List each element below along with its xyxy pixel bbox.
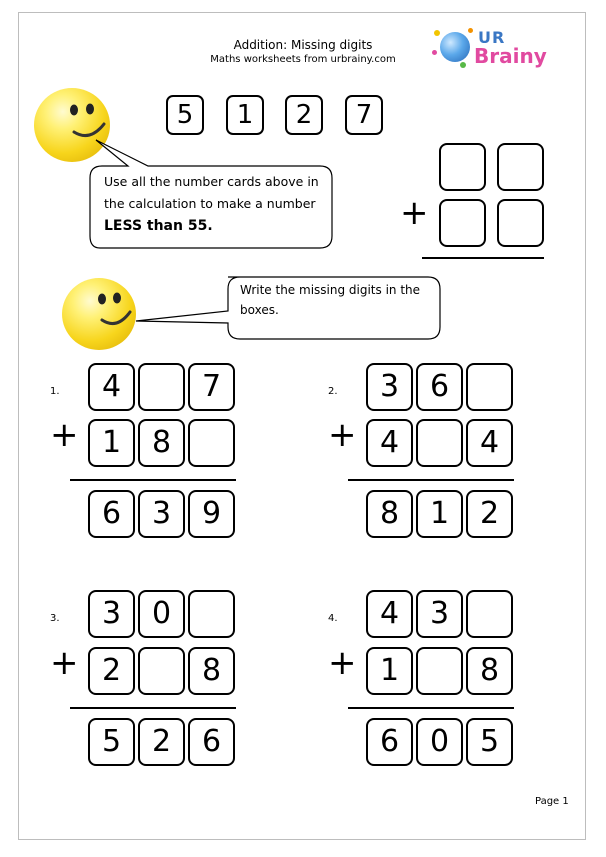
instruction-bubble [134, 275, 442, 341]
digit-box: 2 [88, 647, 135, 695]
plus-sign: + [50, 415, 79, 455]
number-card: 5 [166, 95, 204, 135]
problem-number: 1. [50, 386, 60, 397]
missing-digit-box[interactable] [466, 590, 513, 638]
digit-box: 0 [138, 590, 185, 638]
answer-digit-box: 1 [416, 490, 463, 538]
answer-box[interactable] [497, 199, 544, 247]
digit-box: 4 [366, 419, 413, 467]
digit-box: 1 [88, 419, 135, 467]
instruction-line: Write the missing digits in the [240, 283, 421, 297]
answer-digit-box: 6 [88, 490, 135, 538]
digit-box: 6 [416, 363, 463, 411]
digit-box: 3 [366, 363, 413, 411]
instruction-emphasis: LESS than 55. [104, 218, 213, 234]
digit-box: 8 [138, 419, 185, 467]
problem-number: 4. [328, 613, 338, 624]
answer-box[interactable] [497, 143, 544, 191]
digit-box: 8 [466, 647, 513, 695]
digit-box: 3 [416, 590, 463, 638]
plus-sign: + [400, 193, 429, 233]
missing-digit-box[interactable] [188, 590, 235, 638]
missing-digit-box[interactable] [416, 647, 463, 695]
instruction-line: the calculation to make a number [104, 196, 316, 211]
digit-box: 3 [88, 590, 135, 638]
digit-box: 4 [366, 590, 413, 638]
logo-dot [432, 50, 437, 55]
answer-digit-box: 6 [366, 718, 413, 766]
sum-line [348, 479, 514, 481]
answer-digit-box: 2 [466, 490, 513, 538]
answer-box[interactable] [439, 143, 486, 191]
smiley-face-icon [62, 278, 136, 350]
plus-sign: + [50, 643, 79, 683]
digit-box: 4 [88, 363, 135, 411]
missing-digit-box[interactable] [138, 647, 185, 695]
number-card: 7 [345, 95, 383, 135]
urbrainy-logo [430, 26, 550, 78]
plus-sign: + [328, 415, 357, 455]
answer-digit-box: 5 [88, 718, 135, 766]
logo-globe-icon [440, 32, 470, 62]
digit-box: 7 [188, 363, 235, 411]
number-card: 2 [285, 95, 323, 135]
answer-digit-box: 3 [138, 490, 185, 538]
logo-brainy-text: Brainy [474, 44, 547, 68]
digit-box: 4 [466, 419, 513, 467]
digit-box: 1 [366, 647, 413, 695]
digit-box: 8 [188, 647, 235, 695]
answer-digit-box: 8 [366, 490, 413, 538]
sum-line [70, 479, 236, 481]
sum-line [348, 707, 514, 709]
logo-ur-text: UR [478, 28, 506, 47]
logo-dot [468, 28, 473, 33]
answer-digit-box: 6 [188, 718, 235, 766]
instruction-line: Use all the number cards above in [104, 174, 319, 189]
page-number: Page 1 [535, 796, 569, 807]
sum-line [422, 257, 544, 259]
plus-sign: + [328, 643, 357, 683]
missing-digit-box[interactable] [188, 419, 235, 467]
answer-digit-box: 5 [466, 718, 513, 766]
missing-digit-box[interactable] [416, 419, 463, 467]
instruction-line: boxes. [240, 303, 279, 317]
answer-digit-box: 2 [138, 718, 185, 766]
page-title: Addition: Missing digits [233, 38, 373, 52]
page-subtitle: Maths worksheets from urbrainy.com [210, 54, 396, 65]
missing-digit-box[interactable] [466, 363, 513, 411]
answer-digit-box: 9 [188, 490, 235, 538]
missing-digit-box[interactable] [138, 363, 185, 411]
logo-dot [434, 30, 440, 36]
logo-dot [460, 62, 466, 68]
number-card: 1 [226, 95, 264, 135]
instruction-bubble [88, 138, 334, 250]
answer-box[interactable] [439, 199, 486, 247]
answer-digit-box: 0 [416, 718, 463, 766]
sum-line [70, 707, 236, 709]
problem-number: 3. [50, 613, 60, 624]
problem-number: 2. [328, 386, 338, 397]
